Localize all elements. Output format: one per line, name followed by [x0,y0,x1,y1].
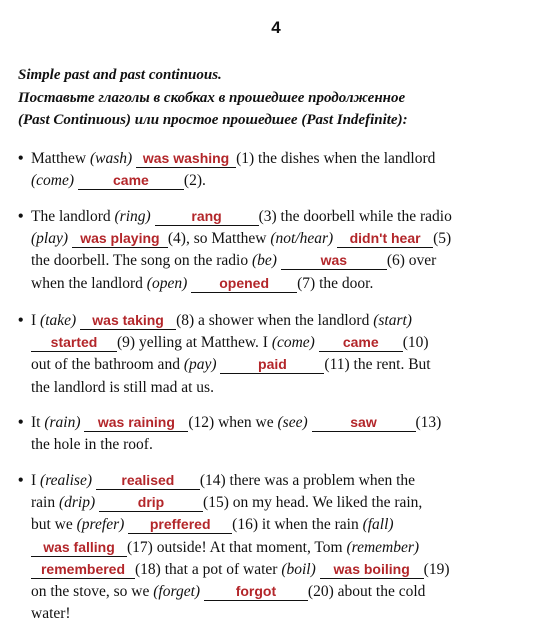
text: (9) yelling at Matthew. I [117,334,268,352]
text: water! [31,605,71,623]
answer-text: saw [350,414,377,430]
verb-hint: (forget) [153,583,201,601]
text: (4), so Matthew [167,230,267,248]
exercise-item-2 [18,206,512,295]
answer-text: paid [258,356,287,373]
bullet: • [18,472,24,489]
bullet: • [18,312,24,329]
text: but we [31,516,73,534]
text: (20) about the cold [307,583,426,601]
verb-hint: (wash) [89,150,133,167]
answer-blank-12[interactable] [84,414,188,432]
answer-text: rang [191,208,222,224]
instruction-line-2: (Past Continuous) или простое прошедшее (Past Indefinite): [18,112,408,128]
text: the landlord is still mad at us. [31,378,214,396]
text: (13) [415,414,442,431]
text: (1) the dishes when the landlord [236,150,436,167]
verb-hint: (play) [31,230,69,248]
verb-hint: (prefer) [76,516,125,534]
answer-text: came [342,334,379,351]
answer-blank-5[interactable] [337,230,433,248]
bullet: • [18,150,24,167]
answer-text: was taking [92,312,164,328]
exercise-title: Simple past and past continuous. [18,67,222,83]
answer-text: opened [219,274,270,291]
verb-hint: (pay) [183,356,217,374]
verb-hint: (fall) [362,516,394,534]
text: (18) that a pot of water [135,560,278,578]
verb-hint: (be) [251,252,277,270]
answer-text: was boiling [333,560,410,577]
verb-hint: (drip) [58,494,96,512]
answer-blank-17[interactable] [31,539,127,557]
page-number: 4 [271,18,281,37]
verb-hint: (boil) [281,560,316,578]
verb-hint: (start) [373,312,412,329]
verb-hint: (not/hear) [270,230,334,248]
answer-text: forgot [235,583,277,600]
text: (19) [423,560,450,578]
answer-text: was raining [97,414,175,430]
text: on the stove, so we [31,583,150,601]
instruction-line-1: Поставьте глаголы в скобках в прошедшее продолженное [18,90,406,106]
answer-blank-2[interactable] [78,172,184,190]
answer-blank-9[interactable] [31,334,117,352]
answer-text: remembered [40,560,126,577]
exercise-item-1 [18,148,512,192]
text: The landlord [31,208,111,225]
exercise-item-3 [18,310,512,399]
text: (2). [183,172,206,190]
text: rain [31,494,56,512]
answer-text: drip [137,494,165,511]
answer-blank-20[interactable] [204,583,308,601]
answer-text: preffered [149,516,211,533]
exercise-item-5 [18,470,512,625]
text: (17) outside! At that moment, Tom [127,538,343,556]
text: (14) there was a problem when the [199,472,416,489]
answer-blank-3[interactable] [155,208,259,226]
text: I [31,472,37,489]
answer-blank-13[interactable] [312,414,416,432]
answer-blank-16[interactable] [128,516,232,534]
text: (15) on my head. We liked the rain, [203,494,423,512]
text: the doorbell. The song on the radio [31,252,249,270]
exercise-item-4 [18,412,512,456]
verb-hint: (open) [146,274,188,292]
text: (5) [433,230,452,248]
answer-blank-11[interactable] [220,356,324,374]
text: out of the bathroom and [31,356,180,374]
answer-blank-19[interactable] [320,561,424,579]
answer-blank-4[interactable] [72,230,168,248]
answer-blank-8[interactable] [80,312,176,330]
text: (6) over [386,252,437,270]
bullet: • [18,208,24,225]
answer-text: was [320,252,348,269]
answer-text: was falling [43,538,115,555]
text: (3) the doorbell while the radio [258,208,452,225]
answer-blank-10[interactable] [319,334,403,352]
answer-blank-6[interactable] [281,252,387,270]
verb-hint: (rain) [44,414,81,431]
text: I [31,312,37,329]
verb-hint: (take) [40,312,77,329]
text: when the landlord [31,274,143,292]
text: (8) a shower when the landlord [176,312,370,329]
text: the hole in the roof. [31,436,153,454]
answer-blank-18[interactable] [31,561,135,579]
verb-hint: (see) [277,414,308,431]
text: (12) when we [188,414,274,431]
text: (16) it when the rain [232,516,359,534]
text: (7) the door. [297,274,374,292]
text: Matthew [31,150,87,167]
verb-hint: (ring) [114,208,151,225]
answer-blank-15[interactable] [99,494,203,512]
text: (11) the rent. But [324,356,431,374]
verb-hint: (come) [271,334,315,352]
answer-text: was washing [142,150,230,166]
verb-hint: (come) [31,172,75,190]
answer-text: was playing [80,230,160,247]
bullet: • [18,414,24,431]
text: (10) [402,334,429,352]
verb-hint: (remember) [346,538,420,556]
answer-blank-7[interactable] [191,275,297,293]
text: It [31,414,41,431]
verb-hint: (realise) [40,472,92,489]
answer-text: didn't hear [349,230,421,247]
answer-text: came [113,172,149,189]
answer-text: realised [121,472,175,488]
answer-blank-14[interactable] [96,472,200,490]
answer-blank-1[interactable] [136,150,236,168]
answer-text: started [50,334,98,351]
